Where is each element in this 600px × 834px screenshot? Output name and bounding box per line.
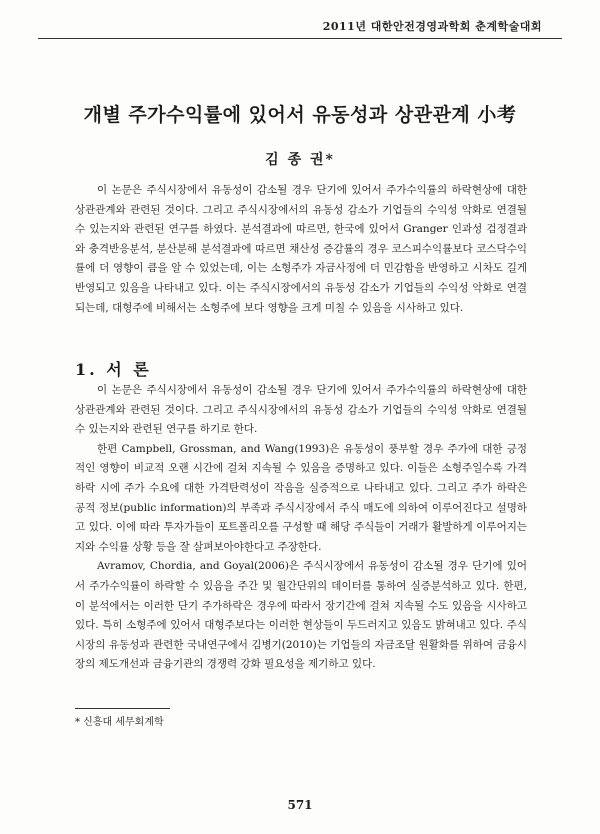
paragraph: 한편 Campbell, Grossman, and Wang(1993)은 유동성이 풍부할 경우 주가에 대한 긍정적인 영향이 비교적 오랜 시간에 걸쳐 지속될 수 있음을 증명하고 있다. 이들은 소형주일수록 가격하락 시에 주가 수요에 대한 가격탄력성이 작음을 실증적으로 나타내고 있다. 그리고 주가 하락은 공적 정보(public information)의 부족과 주식시장에서 주식 매도에 의하여 이루어진다고 설명하고 있다. 이에 따라 투자가들이 포트폴리오를 구성할 때 해당 주식들이 거래가 활발하게 이루어지는 지와 수익률 상황 등을 잘 살펴보아야한다고 주장한다. xyxy=(75,442,527,553)
footnote: * 신흥대 세무회계학 xyxy=(75,717,164,728)
running-header: 2011년 대한안전경영과학회 춘계학술대회 xyxy=(322,20,542,33)
paragraph: 이 논문은 주식시장에서 유동성이 감소될 경우 단기에 있어서 주가수익률의 하락현상에 대한 상관관계와 관련된 것이다. 그리고 주식시장에서의 유동성 감소가 기업들의 수익성 악화로 연결될 수 있는지와 관련된 연구를 하기로 한다. xyxy=(75,384,527,436)
introduction-body xyxy=(75,381,527,675)
paragraph: Avramov, Chordia, and Goyal(2006)은 주식시장에서 유동성이 감소될 경우 단기에 있어서 주가수익률이 하락할 수 있음을 주간 및 월간단위의 데이터를 통하여 실증분석하고 있다. 한편, 이 분석에서는 이러한 단기 주가하락은 경우에 따라서 장기간에 걸쳐 지속될 수도 있음을 시사하고 있다. 특히 소형주에 있어서 대형주보다는 이러한 현상들이 두드러지고 있음도 밝혀내고 있다. 주식시장의 유동성과 관련한 국내연구에서 김병기(2010)는 기업들의 자금조달 원활화를 위하여 금융시장의 제도개선과 금융기관의 경쟁력 강화 필요성을 제기하고 있다. xyxy=(75,560,527,671)
paper-title: 개별 주가수익률에 있어서 유동성과 상관관계 小考 xyxy=(83,104,517,126)
section-heading-introduction: 1. 서 론 xyxy=(75,360,152,379)
header-rule xyxy=(38,38,562,39)
page-number: 571 xyxy=(287,798,313,812)
footnote-rule xyxy=(75,708,170,709)
author-name: 김 종 권* xyxy=(265,152,335,168)
abstract: 이 논문은 주식시장에서 유동성이 감소될 경우 단기에 있어서 주가수익률의 하락현상에 대한 상관관계와 관련된 것이다. 그리고 주식시장에서의 유동성 감소가 기업들의 수익성 악화로 연결될 수 있는지와 관련된 연구를 하였다. 분석결과에 따르면, 한국에 있어서 Granger 인과성 검정결과와 충격반응분석, 분산분해 분석결과에 따르면 채산성 증감률의 경우 코스피수익률보다 코스닥수익률에 더 영향이 큼을 알 수 있었는데, 이는 소형주가 자금사정에 더 민감함을 반영하고 시차도 길게 반영되고 있음을 나타내고 있다. 이는 주식시장에서의 유동성 감소가 기업들의 수익성 악화로 연결되는데, 대형주에 비해서는 소형주에 보다 영향을 크게 미칠 수 있음을 시사하고 있다. xyxy=(75,184,527,314)
